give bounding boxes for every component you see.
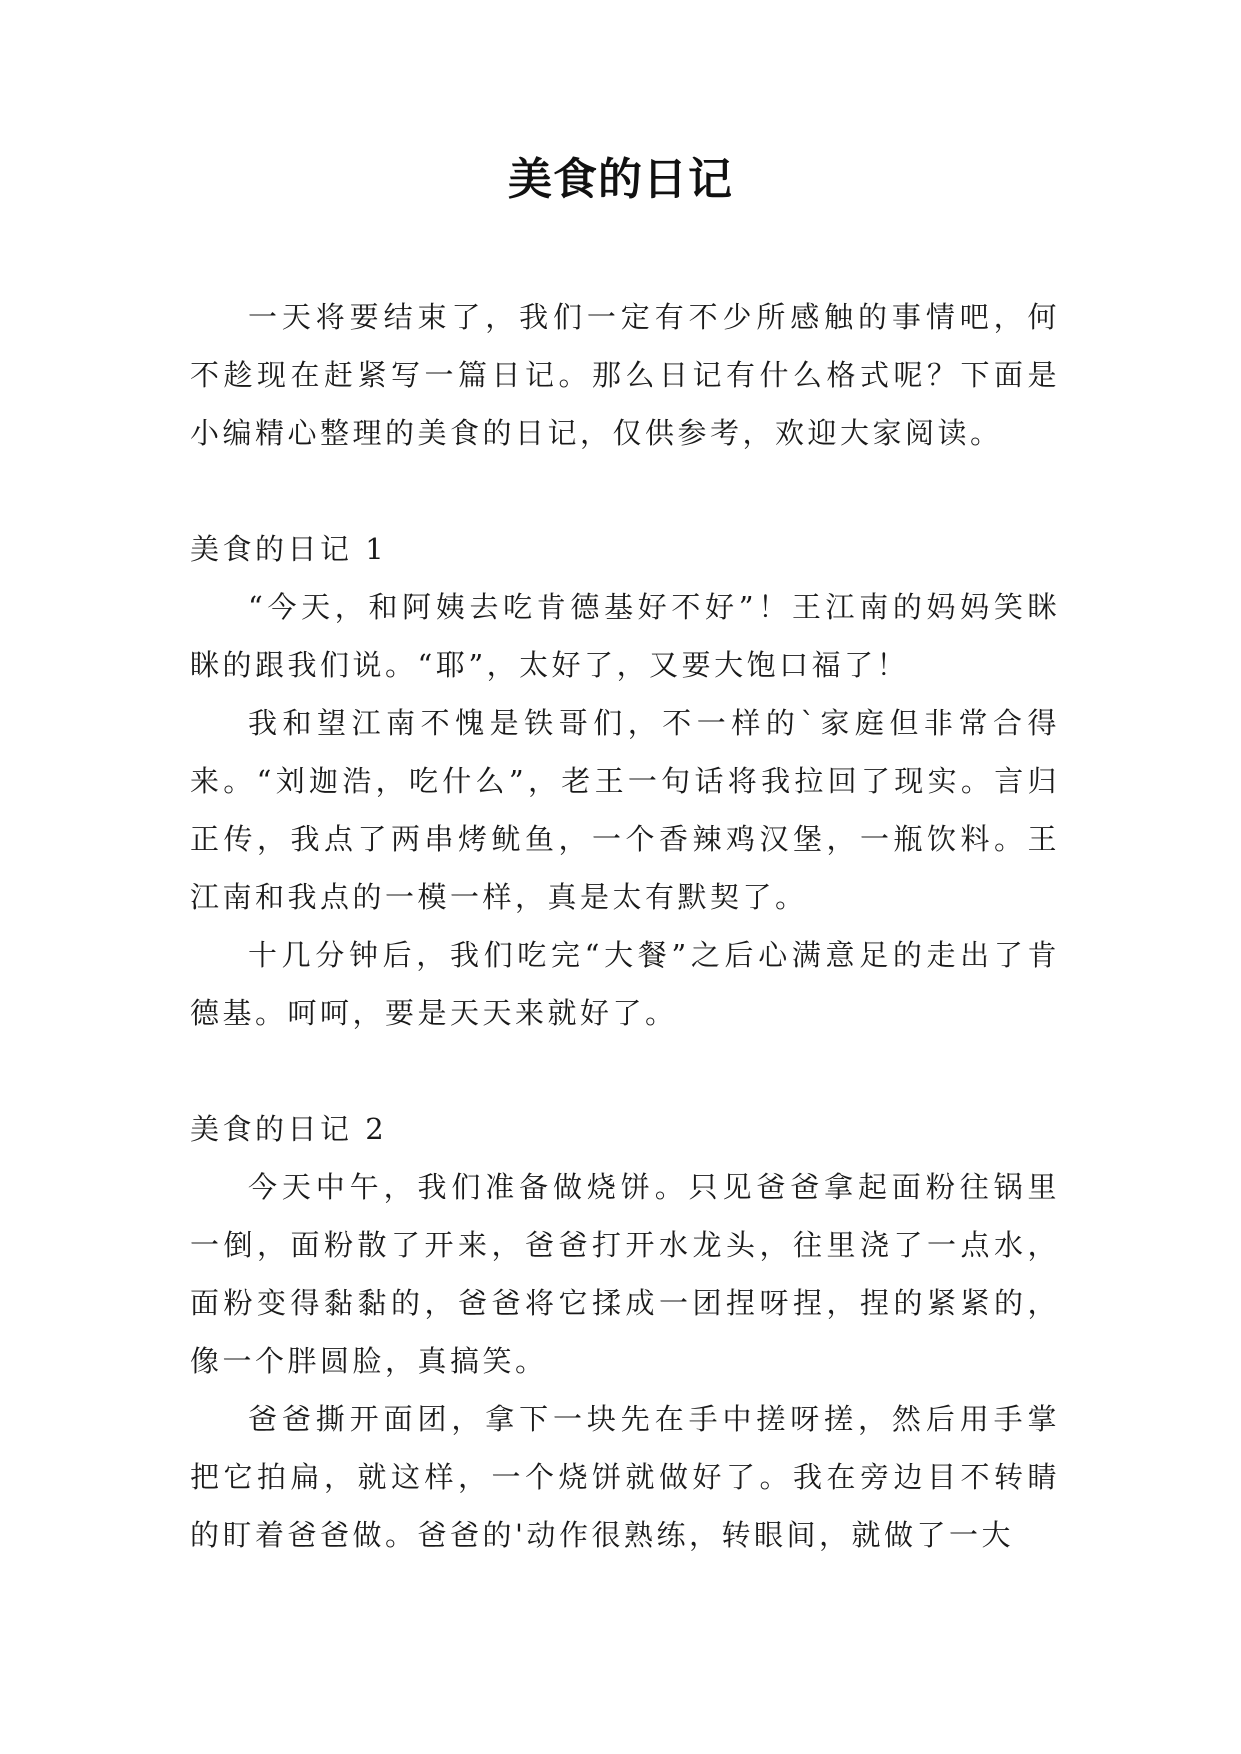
- intro-paragraph: 一天将要结束了，我们一定有不少所感触的事情吧，何不趁现在赶紧写一篇日记。那么日记有什么格式呢？下面是小编精心整理的美食的日记，仅供参考，欢迎大家阅读。: [190, 300, 1060, 450]
- section-spacer: [190, 1042, 1060, 1100]
- section-heading: 美食的日记 1: [190, 532, 388, 566]
- section-paragraph: 爸爸撕开面团，拿下一块先在手中搓呀搓，然后用手掌把它拍扁，就这样，一个烧饼就做好了。我在旁边目不转睛的盯着爸爸做。爸爸的'动作很熟练，转眼间，就做了一大: [190, 1402, 1060, 1552]
- section-heading: 美食的日记 2: [190, 1112, 388, 1146]
- section-spacer: [190, 462, 1060, 520]
- section-paragraph: 今天中午，我们准备做烧饼。只见爸爸拿起面粉往锅里一倒，面粉散了开来，爸爸打开水龙头，往里浇了一点水，面粉变得黏黏的，爸爸将它揉成一团捏呀捏，捏的紧紧的，像一个胖圆脸，真搞笑。: [190, 1170, 1060, 1378]
- document-body: [190, 288, 1060, 1564]
- section-paragraph: “今天，和阿姨去吃肯德基好不好”！王江南的妈妈笑眯眯的跟我们说。“耶”，太好了，又要大饱口福了！: [190, 590, 1060, 682]
- document-title: 美食的日记: [508, 154, 733, 205]
- section-paragraph: 十几分钟后，我们吃完“大餐”之后心满意足的走出了肯德基。呵呵，要是天天来就好了。: [190, 938, 1060, 1030]
- section-paragraph: 我和望江南不愧是铁哥们，不一样的`家庭但非常合得来。“刘迦浩，吃什么”，老王一句话将我拉回了现实。言归正传，我点了两串烤鱿鱼，一个香辣鸡汉堡，一瓶饮料。王江南和我点的一模一样，真是太有默契了。: [190, 706, 1060, 914]
